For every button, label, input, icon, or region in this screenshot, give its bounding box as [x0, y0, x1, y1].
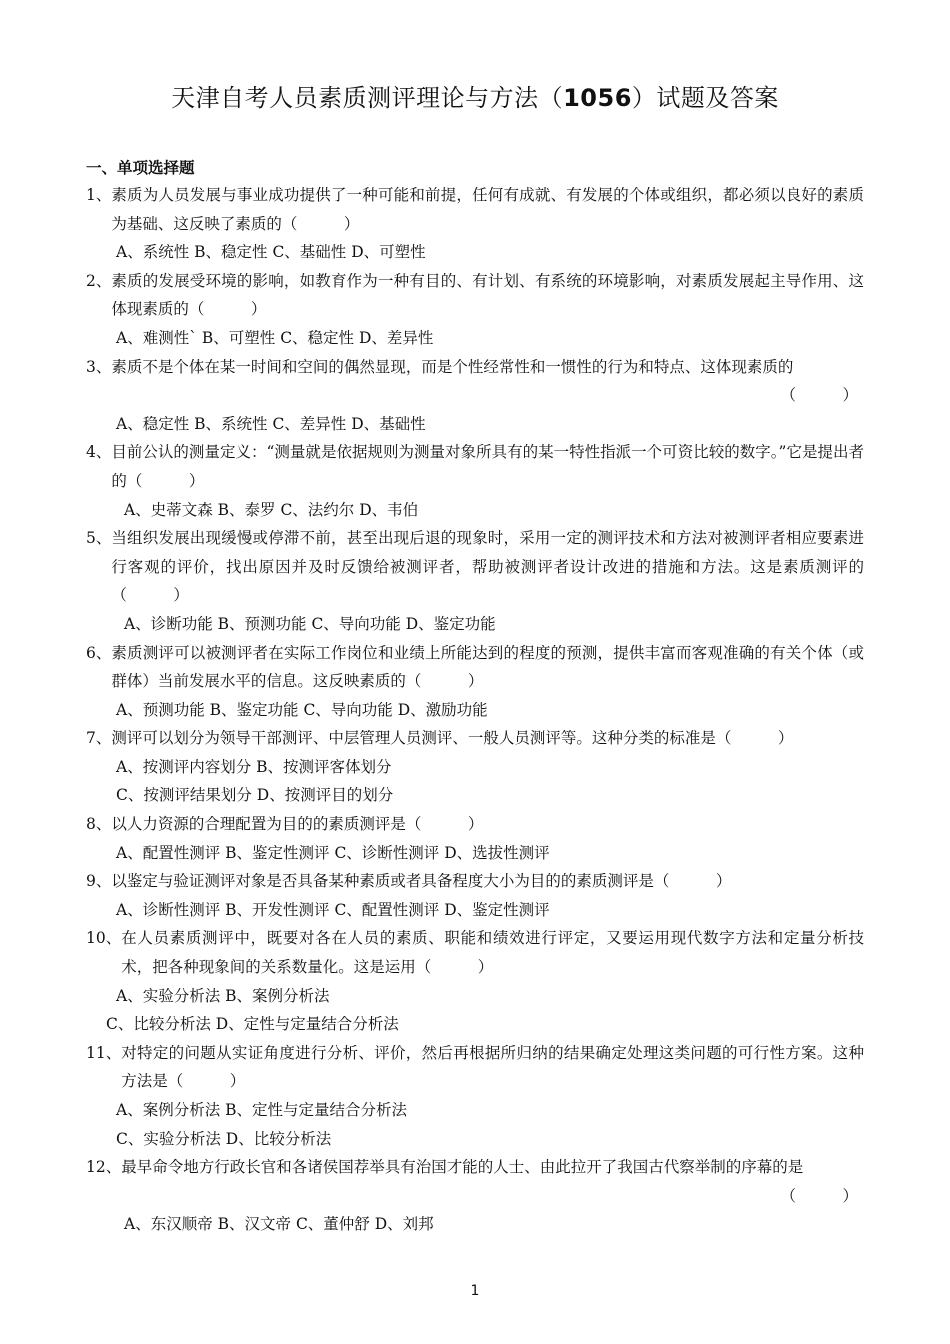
question-stem: [86, 924, 864, 981]
question-text: 目前公认的测量定义：“测量就是依据规则为测量对象所具有的某一特性指派一个可资比较的数字。”它是提出者的（ ）: [111, 443, 864, 490]
option-line: A、东汉顺帝 B、汉文帝 C、董仲舒 D、刘邦: [124, 1215, 434, 1234]
option-line: A、稳定性 B、系统性 C、差异性 D、基础性: [116, 414, 426, 433]
question-item: [86, 181, 864, 267]
question-item: [86, 524, 864, 638]
question-stem: [86, 724, 864, 753]
question-text: 对特定的问题从实证角度进行分析、评价，然后再根据所归纳的结果确定处理这类问题的可行性方案。这种方法是（ ）: [121, 1043, 864, 1091]
question-item: [86, 267, 864, 353]
question-stem: [86, 1153, 864, 1182]
question-number: 4、: [86, 443, 112, 462]
question-item: [86, 724, 864, 810]
question-stem: [86, 867, 864, 896]
question-text: 以人力资源的合理配置为目的的素质测评是（ ）: [111, 815, 484, 834]
question-number: 8、: [86, 815, 112, 834]
title-prefix: 天津自考人员素质测评理论与方法（: [171, 84, 564, 112]
question-text: 最早命令地方行政长官和各诸侯国荐举具有治国才能的人士、由此拉开了我国古代察举制的序幕的是: [121, 1158, 804, 1177]
question-item: [86, 924, 864, 1038]
question-text: 当组织发展出现缓慢或停滞不前，甚至出现后退的现象时，采用一定的测评技术和方法对被测评者相应要素进行客观的评价，找出原因并及时反馈给被测评者，帮助被测评者设计改进的措施和方法。这是素质测评的（ ）: [111, 529, 864, 605]
page-number: 1: [470, 1283, 480, 1299]
question-number: 5、: [86, 529, 112, 548]
question-list: [86, 181, 864, 1239]
option-line: A、史蒂文森 B、泰罗 C、法约尔 D、韦伯: [124, 500, 419, 519]
option-line: A、系统性 B、稳定性 C、基础性 D、可塑性: [116, 243, 426, 262]
question-item: [86, 1039, 864, 1153]
question-number: 2、: [86, 271, 112, 290]
question-number: 6、: [86, 643, 112, 662]
question-item: [86, 1153, 864, 1239]
question-item: [86, 438, 864, 524]
question-stem: [86, 639, 864, 696]
option-line: C、实验分析法 D、比较分析法: [116, 1129, 332, 1148]
option-line: A、配置性测评 B、鉴定性测评 C、诊断性测评 D、选拔性测评: [116, 843, 550, 862]
question-text: 素质不是个体在某一时间和空间的偶然显现，而是个性经常性和一惯性的行为和特点、这体现素质的: [111, 357, 794, 376]
question-stem: [86, 810, 864, 839]
option-line: A、案例分析法 B、定性与定量结合分析法: [116, 1101, 408, 1119]
question-text: 测评可以划分为领导干部测评、中层管理人员测评、一般人员测评等。这种分类的标准是（ ）: [111, 729, 794, 748]
question-number: 1、: [86, 186, 112, 204]
question-number: 7、: [86, 729, 112, 748]
question-item: [86, 353, 864, 439]
question-item: [86, 867, 864, 924]
question-text: 在人员素质测评中，既要对各在人员的素质、职能和绩效进行评定，又要运用现代数字方法和定量分析技术，把各种现象间的关系数量化。这是运用（ ）: [121, 929, 864, 977]
question-text: 素质的发展受环境的影响，如教育作为一种有目的、有计划、有系统的环境影响，对素质发展起主导作用、这体现素质的（ ）: [111, 271, 864, 319]
option-line: A、实验分析法 B、案例分析法: [116, 986, 330, 1005]
question-number: 9、: [86, 872, 112, 891]
title-code: 1056: [563, 84, 632, 112]
option-line: A、诊断功能 B、预测功能 C、导向功能 D、鉴定功能: [124, 614, 496, 633]
option-line: C、比较分析法 D、定性与定量结合分析法: [106, 1015, 399, 1034]
question-stem: [86, 1039, 864, 1096]
option-line: A、预测功能 B、鉴定功能 C、导向功能 D、激励功能: [116, 700, 488, 719]
document-title: [0, 78, 950, 113]
question-text: 素质测评可以被测评者在实际工作岗位和业绩上所能达到的程度的预测，提供丰富而客观准确的有关个体（或群体）当前发展水平的信息。这反映素质的（ ）: [111, 643, 864, 691]
question-text: 以鉴定与验证测评对象是否具备某种素质或者具备程度大小为目的的素质测评是（ ）: [111, 872, 732, 891]
question-stem: [86, 438, 864, 495]
question-number: 11、: [86, 1043, 122, 1062]
option-line: C、按测评结果划分 D、按测评目的划分: [116, 786, 394, 805]
question-number: 3、: [86, 357, 112, 376]
question-stem: [86, 267, 864, 324]
question-number: 10、: [86, 929, 122, 948]
question-number: 12、: [86, 1158, 122, 1177]
question-text: 素质为人员发展与事业成功提供了一种可能和前提，任何有成就、有发展的个体或组织，都必须以良好的素质为基础、这反映了素质的（ ）: [111, 186, 864, 233]
option-line: A、按测评内容划分 B、按测评客体划分: [116, 757, 392, 776]
answer-blank: （ ）: [780, 386, 858, 405]
title-suffix: ）试题及答案: [631, 84, 779, 112]
option-line: A、难测性` B、可塑性 C、稳定性 D、差异性: [116, 328, 434, 347]
question-stem: [86, 181, 864, 238]
section-heading: 一、单项选择题: [86, 159, 195, 177]
question-stem: [86, 353, 864, 382]
question-stem: [86, 524, 864, 610]
answer-blank: （ ）: [780, 1186, 858, 1205]
question-item: [86, 639, 864, 725]
option-line: A、诊断性测评 B、开发性测评 C、配置性测评 D、鉴定性测评: [116, 900, 550, 919]
question-item: [86, 810, 864, 867]
